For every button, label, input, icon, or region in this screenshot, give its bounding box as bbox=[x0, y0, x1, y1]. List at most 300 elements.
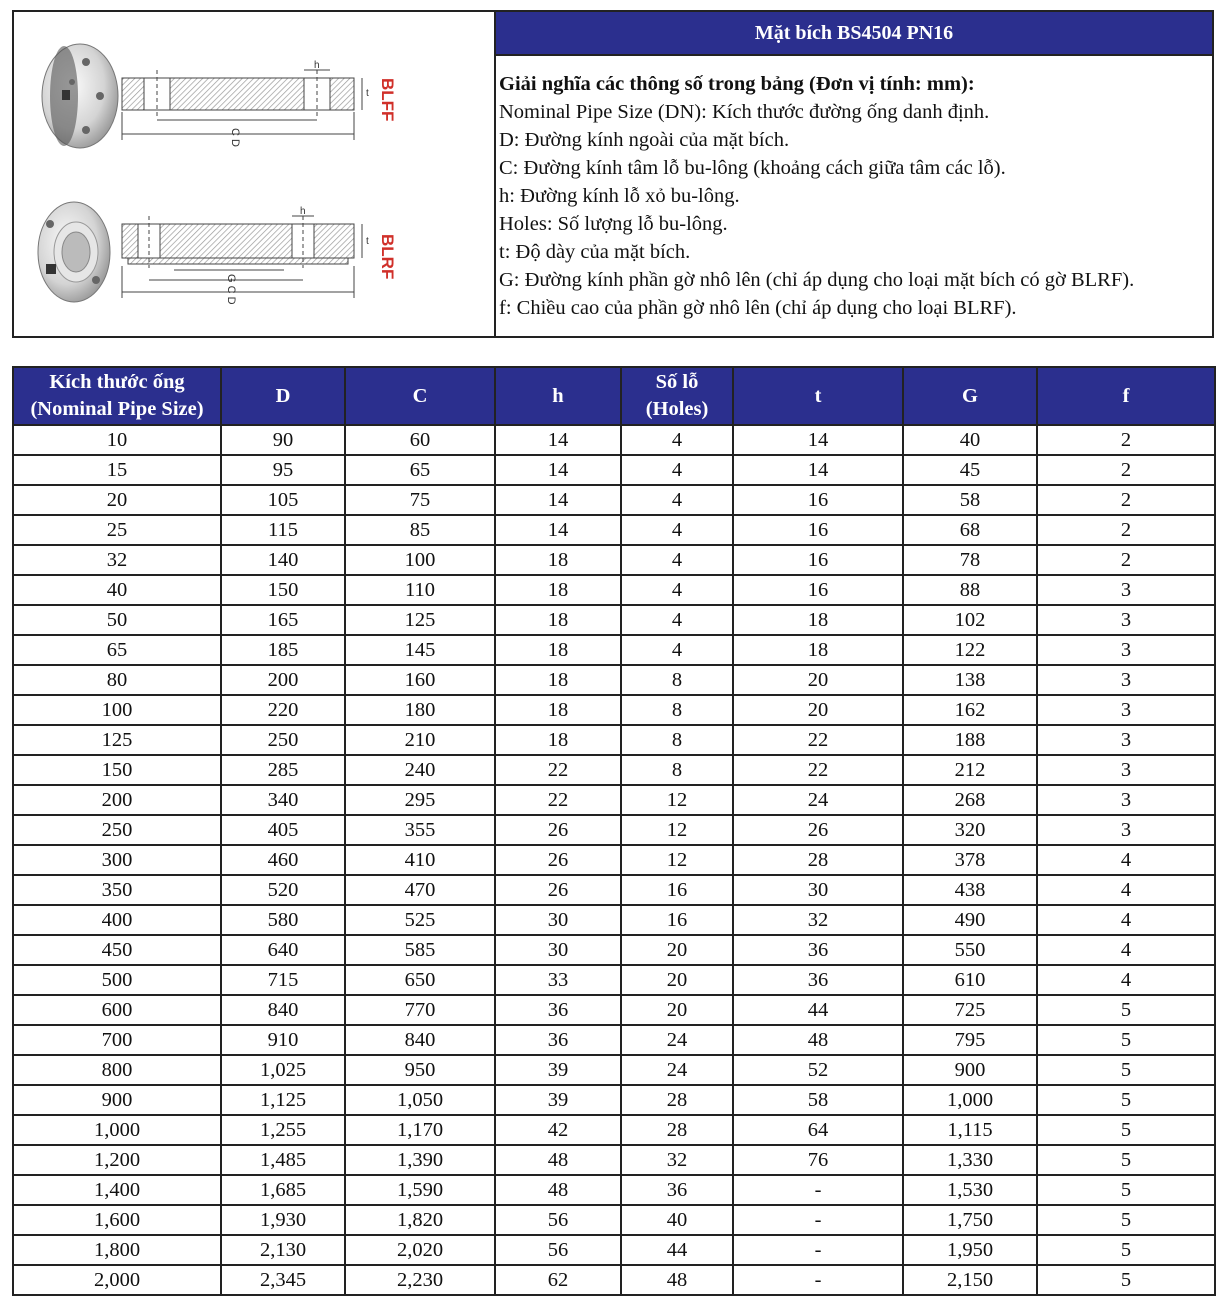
cell-d: 1,930 bbox=[221, 1205, 345, 1235]
cell-t: 58 bbox=[733, 1085, 903, 1115]
cell-c: 525 bbox=[345, 905, 495, 935]
cell-holes: 4 bbox=[621, 485, 733, 515]
cell-f: 2 bbox=[1037, 455, 1215, 485]
cell-d: 910 bbox=[221, 1025, 345, 1055]
table-row bbox=[13, 455, 1215, 485]
cell-g: 2,150 bbox=[903, 1265, 1037, 1295]
cell-d: 220 bbox=[221, 695, 345, 725]
cell-holes: 8 bbox=[621, 755, 733, 785]
cell-nominal-size: 1,800 bbox=[13, 1235, 221, 1265]
cell-f: 5 bbox=[1037, 1085, 1215, 1115]
cell-holes: 36 bbox=[621, 1175, 733, 1205]
cell-h: 14 bbox=[495, 515, 621, 545]
cell-g: 1,950 bbox=[903, 1235, 1037, 1265]
cell-c: 355 bbox=[345, 815, 495, 845]
cell-t: 16 bbox=[733, 515, 903, 545]
cell-t: 16 bbox=[733, 545, 903, 575]
cell-nominal-size: 200 bbox=[13, 785, 221, 815]
legend-line: D: Đường kính ngoài của mặt bích. bbox=[499, 129, 790, 151]
cell-t: 22 bbox=[733, 725, 903, 755]
cell-holes: 44 bbox=[621, 1235, 733, 1265]
cell-t: 52 bbox=[733, 1055, 903, 1085]
cell-c: 840 bbox=[345, 1025, 495, 1055]
cell-d: 840 bbox=[221, 995, 345, 1025]
cell-nominal-size: 600 bbox=[13, 995, 221, 1025]
cell-h: 18 bbox=[495, 665, 621, 695]
table-row bbox=[13, 965, 1215, 995]
cell-h: 18 bbox=[495, 695, 621, 725]
cell-t: 28 bbox=[733, 845, 903, 875]
table-row bbox=[13, 845, 1215, 875]
cell-g: 1,750 bbox=[903, 1205, 1037, 1235]
cell-g: 122 bbox=[903, 635, 1037, 665]
cell-h: 14 bbox=[495, 425, 621, 455]
cell-f: 3 bbox=[1037, 785, 1215, 815]
table-row bbox=[13, 665, 1215, 695]
cell-c: 100 bbox=[345, 545, 495, 575]
cell-nominal-size: 250 bbox=[13, 815, 221, 845]
cell-f: 2 bbox=[1037, 545, 1215, 575]
table-row bbox=[13, 575, 1215, 605]
cell-h: 26 bbox=[495, 875, 621, 905]
col-header-holes-line2: (Holes) bbox=[645, 398, 709, 420]
cell-nominal-size: 800 bbox=[13, 1055, 221, 1085]
cell-t: 16 bbox=[733, 575, 903, 605]
cell-c: 1,820 bbox=[345, 1205, 495, 1235]
cell-g: 45 bbox=[903, 455, 1037, 485]
legend-line: Holes: Số lượng lỗ bu-lông. bbox=[499, 213, 728, 235]
cell-g: 550 bbox=[903, 935, 1037, 965]
cell-c: 85 bbox=[345, 515, 495, 545]
cell-d: 580 bbox=[221, 905, 345, 935]
cell-nominal-size: 1,600 bbox=[13, 1205, 221, 1235]
cell-h: 26 bbox=[495, 845, 621, 875]
cell-g: 610 bbox=[903, 965, 1037, 995]
cell-nominal-size: 10 bbox=[13, 425, 221, 455]
cell-d: 715 bbox=[221, 965, 345, 995]
col-header-t: t bbox=[733, 367, 903, 425]
table-row bbox=[13, 515, 1215, 545]
blrf-dim-h: h bbox=[300, 206, 306, 217]
table-row bbox=[13, 485, 1215, 515]
cell-nominal-size: 100 bbox=[13, 695, 221, 725]
cell-g: 900 bbox=[903, 1055, 1037, 1085]
cell-f: 5 bbox=[1037, 1205, 1215, 1235]
cell-holes: 4 bbox=[621, 605, 733, 635]
cell-g: 268 bbox=[903, 785, 1037, 815]
table-row bbox=[13, 815, 1215, 845]
blff-dim-cd: C D bbox=[229, 128, 241, 147]
cell-holes: 4 bbox=[621, 455, 733, 485]
cell-h: 18 bbox=[495, 545, 621, 575]
cell-c: 145 bbox=[345, 635, 495, 665]
cell-h: 39 bbox=[495, 1055, 621, 1085]
cell-nominal-size: 20 bbox=[13, 485, 221, 515]
cell-c: 2,020 bbox=[345, 1235, 495, 1265]
cell-c: 1,170 bbox=[345, 1115, 495, 1145]
col-header-g: G bbox=[903, 367, 1037, 425]
cell-nominal-size: 40 bbox=[13, 575, 221, 605]
cell-c: 125 bbox=[345, 605, 495, 635]
cell-g: 795 bbox=[903, 1025, 1037, 1055]
cell-g: 438 bbox=[903, 875, 1037, 905]
cell-holes: 20 bbox=[621, 995, 733, 1025]
table-row bbox=[13, 995, 1215, 1025]
table-row bbox=[13, 725, 1215, 755]
table-row bbox=[13, 635, 1215, 665]
table-row bbox=[13, 1175, 1215, 1205]
cell-f: 5 bbox=[1037, 1025, 1215, 1055]
legend-panel bbox=[496, 12, 1212, 336]
cell-d: 640 bbox=[221, 935, 345, 965]
cell-g: 378 bbox=[903, 845, 1037, 875]
cell-h: 33 bbox=[495, 965, 621, 995]
legend-line: t: Độ dày của mặt bích. bbox=[499, 241, 691, 263]
cell-d: 250 bbox=[221, 725, 345, 755]
cell-h: 14 bbox=[495, 455, 621, 485]
cell-nominal-size: 25 bbox=[13, 515, 221, 545]
cell-d: 1,485 bbox=[221, 1145, 345, 1175]
cell-holes: 12 bbox=[621, 785, 733, 815]
cell-g: 1,115 bbox=[903, 1115, 1037, 1145]
table-body bbox=[13, 425, 1215, 1295]
cell-t: 36 bbox=[733, 935, 903, 965]
table-row bbox=[13, 935, 1215, 965]
cell-t: - bbox=[733, 1235, 903, 1265]
cell-f: 4 bbox=[1037, 845, 1215, 875]
cell-f: 4 bbox=[1037, 965, 1215, 995]
cell-d: 185 bbox=[221, 635, 345, 665]
col-header-c: C bbox=[345, 367, 495, 425]
cell-t: - bbox=[733, 1265, 903, 1295]
cell-holes: 12 bbox=[621, 845, 733, 875]
cell-f: 5 bbox=[1037, 1235, 1215, 1265]
cell-d: 105 bbox=[221, 485, 345, 515]
cell-f: 4 bbox=[1037, 905, 1215, 935]
cell-f: 3 bbox=[1037, 755, 1215, 785]
legend-line: G: Đường kính phần gờ nhô lên (chỉ áp dụng cho loại mặt bích có gờ BLRF). bbox=[499, 269, 1135, 291]
cell-t: - bbox=[733, 1205, 903, 1235]
cell-c: 60 bbox=[345, 425, 495, 455]
cell-g: 138 bbox=[903, 665, 1037, 695]
legend-line: f: Chiều cao của phần gờ nhô lên (chỉ áp dụng cho loại BLRF). bbox=[499, 297, 1017, 319]
cell-h: 22 bbox=[495, 785, 621, 815]
blff-label: BLFF bbox=[378, 78, 397, 122]
cell-c: 650 bbox=[345, 965, 495, 995]
cell-nominal-size: 50 bbox=[13, 605, 221, 635]
col-header-holes-line1: Số lỗ bbox=[655, 371, 699, 393]
cell-c: 295 bbox=[345, 785, 495, 815]
cell-f: 2 bbox=[1037, 425, 1215, 455]
col-header-h: h bbox=[495, 367, 621, 425]
cell-c: 160 bbox=[345, 665, 495, 695]
table-row bbox=[13, 1055, 1215, 1085]
cell-h: 18 bbox=[495, 725, 621, 755]
cell-h: 48 bbox=[495, 1145, 621, 1175]
cell-c: 2,230 bbox=[345, 1265, 495, 1295]
cell-c: 210 bbox=[345, 725, 495, 755]
cell-nominal-size: 15 bbox=[13, 455, 221, 485]
cell-f: 4 bbox=[1037, 875, 1215, 905]
cell-f: 3 bbox=[1037, 635, 1215, 665]
col-header-nominal-size-line2: (Nominal Pipe Size) bbox=[30, 398, 204, 420]
flange-drawing bbox=[14, 12, 496, 336]
cell-d: 150 bbox=[221, 575, 345, 605]
cell-holes: 4 bbox=[621, 575, 733, 605]
blrf-dim-gcd: G C D bbox=[225, 274, 237, 305]
col-header-nominal-size bbox=[13, 367, 221, 425]
cell-t: 76 bbox=[733, 1145, 903, 1175]
cell-f: 3 bbox=[1037, 605, 1215, 635]
cell-t: 16 bbox=[733, 485, 903, 515]
cell-holes: 28 bbox=[621, 1085, 733, 1115]
cell-nominal-size: 1,000 bbox=[13, 1115, 221, 1145]
cell-f: 4 bbox=[1037, 935, 1215, 965]
cell-t: 18 bbox=[733, 605, 903, 635]
cell-nominal-size: 125 bbox=[13, 725, 221, 755]
cell-d: 1,685 bbox=[221, 1175, 345, 1205]
table-row bbox=[13, 785, 1215, 815]
cell-c: 410 bbox=[345, 845, 495, 875]
cell-d: 2,130 bbox=[221, 1235, 345, 1265]
cell-t: 22 bbox=[733, 755, 903, 785]
cell-g: 68 bbox=[903, 515, 1037, 545]
cell-d: 90 bbox=[221, 425, 345, 455]
cell-holes: 20 bbox=[621, 965, 733, 995]
cell-g: 490 bbox=[903, 905, 1037, 935]
info-box bbox=[12, 10, 1214, 338]
cell-d: 520 bbox=[221, 875, 345, 905]
cell-f: 5 bbox=[1037, 1145, 1215, 1175]
table-row bbox=[13, 755, 1215, 785]
cell-holes: 4 bbox=[621, 545, 733, 575]
cell-nominal-size: 450 bbox=[13, 935, 221, 965]
cell-g: 725 bbox=[903, 995, 1037, 1025]
cell-c: 1,590 bbox=[345, 1175, 495, 1205]
cell-f: 5 bbox=[1037, 1175, 1215, 1205]
cell-f: 5 bbox=[1037, 995, 1215, 1025]
blrf-photo bbox=[38, 202, 110, 302]
cell-holes: 8 bbox=[621, 725, 733, 755]
cell-t: 64 bbox=[733, 1115, 903, 1145]
cell-d: 1,125 bbox=[221, 1085, 345, 1115]
cell-c: 1,390 bbox=[345, 1145, 495, 1175]
cell-f: 3 bbox=[1037, 695, 1215, 725]
col-header-holes bbox=[621, 367, 733, 425]
cell-g: 58 bbox=[903, 485, 1037, 515]
flange-diagram-svg bbox=[14, 12, 494, 336]
cell-t: 24 bbox=[733, 785, 903, 815]
cell-t: 36 bbox=[733, 965, 903, 995]
col-header-f: f bbox=[1037, 367, 1215, 425]
cell-g: 40 bbox=[903, 425, 1037, 455]
cell-h: 62 bbox=[495, 1265, 621, 1295]
cell-holes: 16 bbox=[621, 875, 733, 905]
cell-nominal-size: 1,200 bbox=[13, 1145, 221, 1175]
cell-nominal-size: 1,400 bbox=[13, 1175, 221, 1205]
cell-d: 140 bbox=[221, 545, 345, 575]
table-row bbox=[13, 1265, 1215, 1295]
cell-c: 110 bbox=[345, 575, 495, 605]
cell-d: 2,345 bbox=[221, 1265, 345, 1295]
cell-h: 36 bbox=[495, 995, 621, 1025]
table-row bbox=[13, 695, 1215, 725]
cell-g: 188 bbox=[903, 725, 1037, 755]
table-row bbox=[13, 605, 1215, 635]
cell-t: 18 bbox=[733, 635, 903, 665]
cell-nominal-size: 2,000 bbox=[13, 1265, 221, 1295]
cell-nominal-size: 65 bbox=[13, 635, 221, 665]
cell-holes: 4 bbox=[621, 635, 733, 665]
cell-c: 65 bbox=[345, 455, 495, 485]
cell-f: 2 bbox=[1037, 515, 1215, 545]
cell-d: 340 bbox=[221, 785, 345, 815]
cell-c: 180 bbox=[345, 695, 495, 725]
cell-nominal-size: 700 bbox=[13, 1025, 221, 1055]
legend-line: C: Đường kính tâm lỗ bu-lông (khoảng cách giữa tâm các lỗ). bbox=[499, 157, 1006, 179]
cell-holes: 24 bbox=[621, 1055, 733, 1085]
blff-dim-h: h bbox=[314, 60, 320, 71]
cell-t: 32 bbox=[733, 905, 903, 935]
col-header-nominal-size-line1: Kích thước ống bbox=[49, 371, 185, 393]
cell-holes: 24 bbox=[621, 1025, 733, 1055]
cell-g: 1,530 bbox=[903, 1175, 1037, 1205]
cell-h: 56 bbox=[495, 1205, 621, 1235]
cell-d: 405 bbox=[221, 815, 345, 845]
legend-body bbox=[496, 56, 1212, 322]
cell-g: 162 bbox=[903, 695, 1037, 725]
cell-d: 1,025 bbox=[221, 1055, 345, 1085]
cell-holes: 28 bbox=[621, 1115, 733, 1145]
cell-g: 212 bbox=[903, 755, 1037, 785]
cell-nominal-size: 300 bbox=[13, 845, 221, 875]
cell-h: 30 bbox=[495, 935, 621, 965]
table-row bbox=[13, 1235, 1215, 1265]
cell-g: 320 bbox=[903, 815, 1037, 845]
cell-holes: 16 bbox=[621, 905, 733, 935]
table-row bbox=[13, 425, 1215, 455]
cell-t: 30 bbox=[733, 875, 903, 905]
cell-h: 42 bbox=[495, 1115, 621, 1145]
cell-t: 48 bbox=[733, 1025, 903, 1055]
blrf-dim-t: t bbox=[366, 236, 369, 247]
cell-f: 2 bbox=[1037, 485, 1215, 515]
table-row bbox=[13, 905, 1215, 935]
cell-f: 3 bbox=[1037, 725, 1215, 755]
table-row bbox=[13, 1115, 1215, 1145]
blrf-section bbox=[122, 216, 362, 298]
cell-h: 18 bbox=[495, 575, 621, 605]
cell-h: 18 bbox=[495, 635, 621, 665]
cell-h: 26 bbox=[495, 815, 621, 845]
cell-nominal-size: 80 bbox=[13, 665, 221, 695]
table-row bbox=[13, 1085, 1215, 1115]
flange-spec-table bbox=[12, 366, 1216, 1296]
cell-nominal-size: 150 bbox=[13, 755, 221, 785]
cell-f: 5 bbox=[1037, 1055, 1215, 1085]
blff-section bbox=[122, 70, 362, 140]
table-row bbox=[13, 1145, 1215, 1175]
cell-g: 1,000 bbox=[903, 1085, 1037, 1115]
cell-d: 460 bbox=[221, 845, 345, 875]
legend-heading: Giải nghĩa các thông số trong bảng (Đơn vị tính: mm): bbox=[499, 73, 975, 95]
cell-c: 75 bbox=[345, 485, 495, 515]
table-row bbox=[13, 545, 1215, 575]
cell-h: 22 bbox=[495, 755, 621, 785]
page-title: Mặt bích BS4504 PN16 bbox=[496, 12, 1212, 56]
cell-d: 95 bbox=[221, 455, 345, 485]
cell-g: 78 bbox=[903, 545, 1037, 575]
cell-g: 88 bbox=[903, 575, 1037, 605]
cell-c: 585 bbox=[345, 935, 495, 965]
cell-holes: 20 bbox=[621, 935, 733, 965]
cell-h: 18 bbox=[495, 605, 621, 635]
cell-h: 48 bbox=[495, 1175, 621, 1205]
cell-holes: 32 bbox=[621, 1145, 733, 1175]
cell-holes: 12 bbox=[621, 815, 733, 845]
table-row bbox=[13, 875, 1215, 905]
cell-nominal-size: 900 bbox=[13, 1085, 221, 1115]
cell-c: 950 bbox=[345, 1055, 495, 1085]
cell-t: 20 bbox=[733, 665, 903, 695]
cell-g: 1,330 bbox=[903, 1145, 1037, 1175]
cell-c: 1,050 bbox=[345, 1085, 495, 1115]
legend-line: Nominal Pipe Size (DN): Kích thước đường ống danh định. bbox=[499, 101, 990, 123]
cell-nominal-size: 32 bbox=[13, 545, 221, 575]
cell-nominal-size: 500 bbox=[13, 965, 221, 995]
blff-photo bbox=[42, 44, 118, 148]
cell-nominal-size: 350 bbox=[13, 875, 221, 905]
col-header-d: D bbox=[221, 367, 345, 425]
legend-line: h: Đường kính lỗ xỏ bu-lông. bbox=[499, 185, 740, 207]
cell-t: 26 bbox=[733, 815, 903, 845]
cell-holes: 4 bbox=[621, 515, 733, 545]
cell-c: 240 bbox=[345, 755, 495, 785]
cell-d: 285 bbox=[221, 755, 345, 785]
cell-f: 5 bbox=[1037, 1265, 1215, 1295]
cell-f: 3 bbox=[1037, 815, 1215, 845]
cell-holes: 40 bbox=[621, 1205, 733, 1235]
table-header-row bbox=[13, 367, 1215, 425]
cell-t: 14 bbox=[733, 455, 903, 485]
cell-c: 470 bbox=[345, 875, 495, 905]
cell-f: 3 bbox=[1037, 665, 1215, 695]
blrf-label: BLRF bbox=[378, 234, 397, 280]
cell-d: 200 bbox=[221, 665, 345, 695]
cell-holes: 8 bbox=[621, 665, 733, 695]
blff-dim-t: t bbox=[366, 88, 369, 99]
cell-h: 56 bbox=[495, 1235, 621, 1265]
cell-h: 14 bbox=[495, 485, 621, 515]
cell-holes: 4 bbox=[621, 425, 733, 455]
cell-t: 44 bbox=[733, 995, 903, 1025]
cell-nominal-size: 400 bbox=[13, 905, 221, 935]
cell-t: 14 bbox=[733, 425, 903, 455]
cell-t: - bbox=[733, 1175, 903, 1205]
cell-c: 770 bbox=[345, 995, 495, 1025]
cell-h: 36 bbox=[495, 1025, 621, 1055]
cell-g: 102 bbox=[903, 605, 1037, 635]
cell-d: 165 bbox=[221, 605, 345, 635]
cell-h: 30 bbox=[495, 905, 621, 935]
cell-t: 20 bbox=[733, 695, 903, 725]
table-row bbox=[13, 1205, 1215, 1235]
cell-holes: 48 bbox=[621, 1265, 733, 1295]
table-row bbox=[13, 1025, 1215, 1055]
cell-f: 3 bbox=[1037, 575, 1215, 605]
cell-d: 115 bbox=[221, 515, 345, 545]
cell-f: 5 bbox=[1037, 1115, 1215, 1145]
